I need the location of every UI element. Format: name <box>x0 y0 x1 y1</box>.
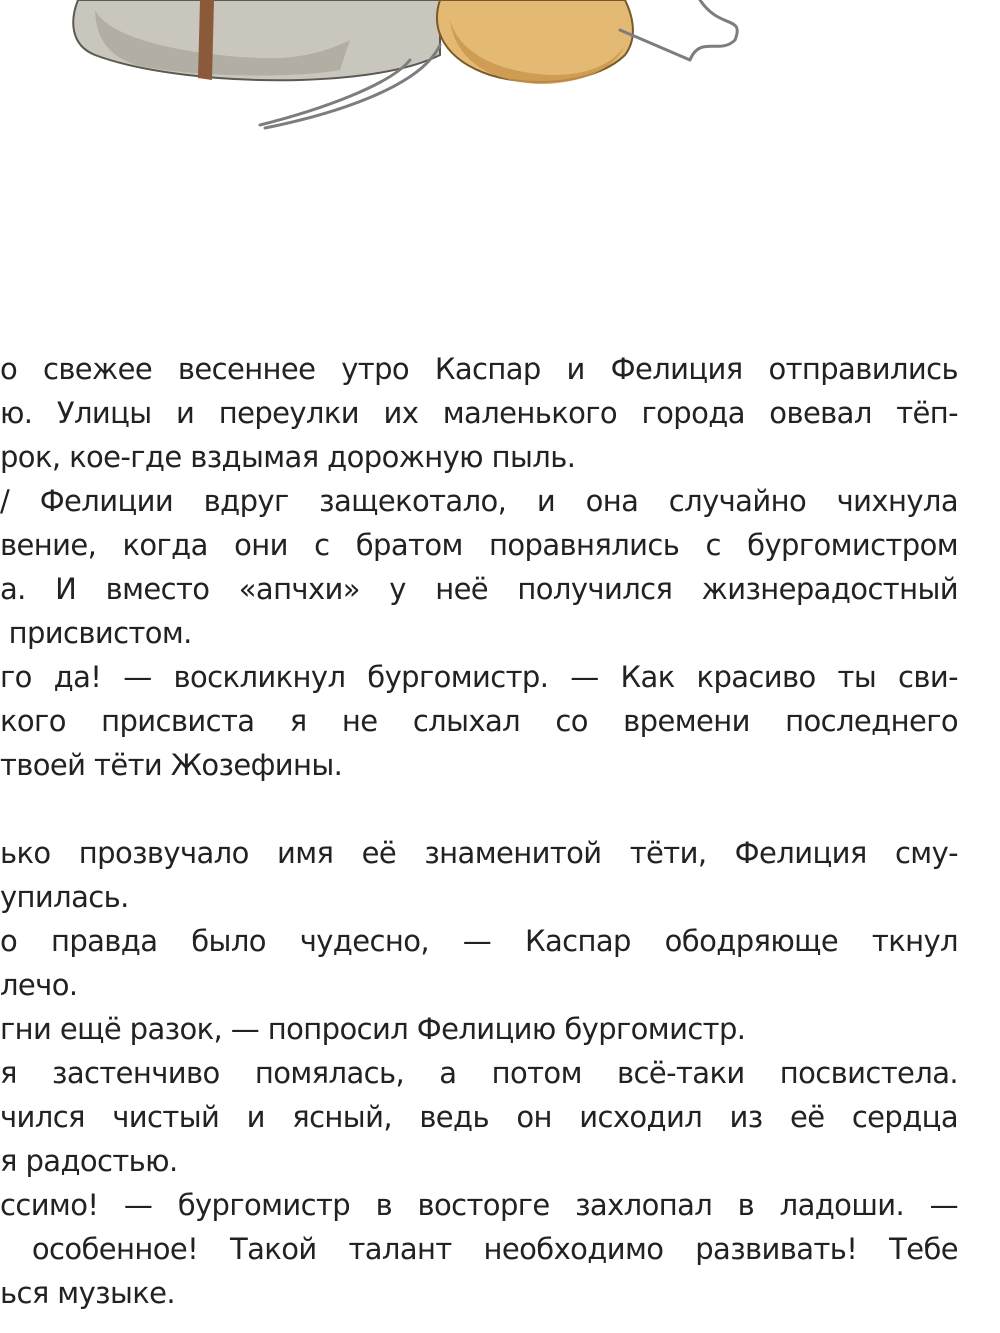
text-line: рок, кое-где вздымая дорожную пыль. <box>0 440 576 474</box>
text-line: чился чистый и ясный, ведь он исходил из её сердца <box>0 1100 958 1134</box>
text-line: кого присвиста я не слыхал со времени последнего <box>0 704 958 738</box>
text-line: ься музыке. <box>0 1276 176 1310</box>
text-line: особенное! Такой талант необходимо развивать! Тебе <box>0 1232 958 1266</box>
text-line: ько прозвучало имя её знаменитой тёти, Фелиция сму- <box>0 836 958 870</box>
text-line: а. И вместо «апчхи» у неё получился жизнерадостный <box>0 572 958 606</box>
text-line: гни ещё разок, — попросил Фелицию бургомистр. <box>0 1012 746 1046</box>
bread-loaf <box>437 0 633 82</box>
text-line: упилась. <box>0 880 129 914</box>
text-line: присвистом. <box>0 616 192 650</box>
text-line: твоей тёти Жозефины. <box>0 748 343 782</box>
text-line: ссимо! — бургомистр в восторге захлопал в ладоши. — <box>0 1188 958 1222</box>
leather-strap <box>198 0 214 80</box>
text-line: лечо. <box>0 968 78 1002</box>
text-line: го да! — воскликнул бургомистр. — Как красиво ты сви- <box>0 660 958 694</box>
bag-and-bread-illustration <box>0 0 780 140</box>
text-line: / Фелиции вдруг защекотало, и она случайно чихнула <box>0 484 958 518</box>
text-line: вение, когда они с братом поравнялись с бургомистром <box>0 528 958 562</box>
text-line: я радостью. <box>0 1144 178 1178</box>
text-line: о правда было чудесно, — Каспар ободряюще ткнул <box>0 924 958 958</box>
text-line: ю. Улицы и переулки их маленького города овевал тёп- <box>0 396 958 430</box>
text-line: я застенчиво помялась, а потом всё-таки посвистела. <box>0 1056 958 1090</box>
text-line: о свежее весеннее утро Каспар и Фелиция отправились <box>0 352 958 386</box>
